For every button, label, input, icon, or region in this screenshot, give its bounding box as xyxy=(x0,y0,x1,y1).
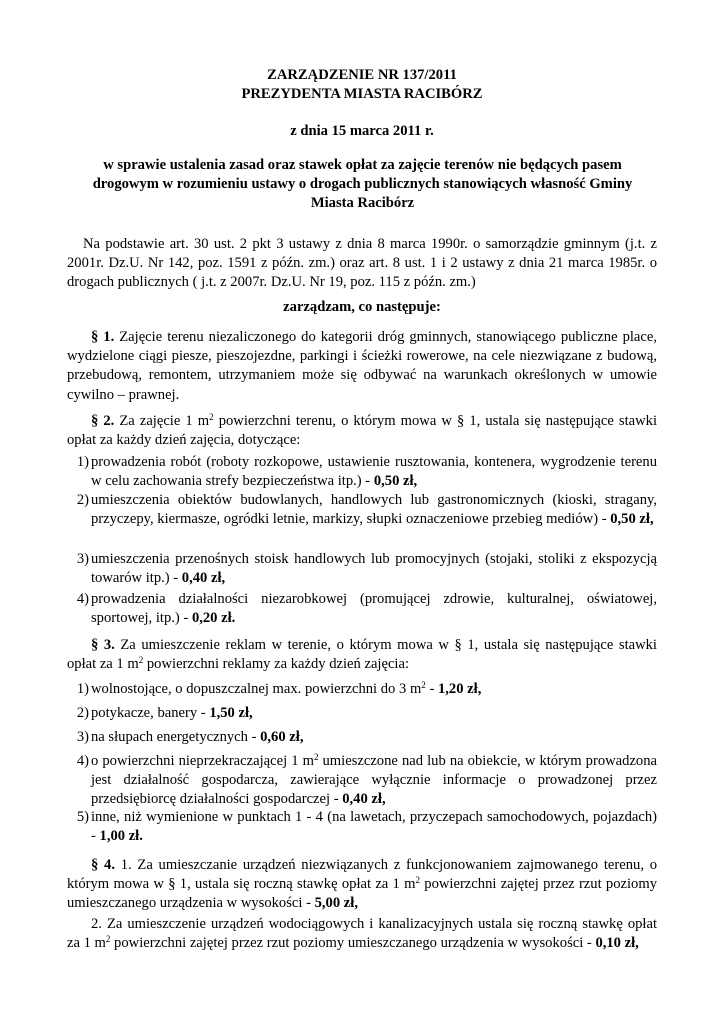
title-line-2: PREZYDENTA MIASTA RACIBÓRZ xyxy=(241,86,483,103)
section-4-paragraph-2: 2. Za umieszczenie urządzeń wodociągowych i kanalizacyjnych ustala się roczną stawkę opłat za 1 $m^2$ powierzchni zajętej przez rzut poziomy umieszczanego urządzenia w wysokości - 0,10 zł, xyxy=(67,916,657,952)
section-3-item: 5) inne, niż wymienione w punktach 1 - 4 (na lawetach, przyczepach samochodowych, pojazdach) - 1,00 zł. xyxy=(76,809,657,845)
rate-value: 0,60 zł, xyxy=(260,729,304,745)
rate-value: 1,00 zł. xyxy=(99,828,143,845)
document-date: z dnia 15 marca 2011 r. xyxy=(290,123,434,139)
rate-value: 0,40 zł, xyxy=(181,570,226,587)
section-2-label: § 2. xyxy=(91,413,115,429)
section-1 xyxy=(67,328,657,405)
rate-value: 0,20 zł. xyxy=(191,610,236,627)
section-4-paragraph-1: § 4. 1. Za umieszczanie urządzeń niezwiązanych z funkcjonowaniem zajmowanego terenu, o którym mowa w § 1, ustala się roczną stawkę opłat za 1 $m^2$ powierzchni zajętej przez rzut poziomy umieszczanego urządzenia w wysokości - 5,00 zł, xyxy=(67,857,657,912)
rate-value: 1,50 zł, xyxy=(209,705,253,721)
section-2-item: 3) umieszczenia przenośnych stoisk handlowych lub promocyjnych (stojaki, stoliki z ekspozycją towarów itp.) - 0,40 zł, xyxy=(76,551,657,587)
section-3-item: 1) wolnostojące, o dopuszczalnej max. powierzchni do 3 $m^2 - 1,20$ zł, xyxy=(76,680,482,697)
section-2-item: 4) prowadzenia działalności niezarobkowej (promującej zdrowie, kulturalnej, oświatowej, sportowej, itp.) - 0,20 zł. xyxy=(76,591,657,627)
preamble: Na podstawie art. 30 ust. 2 pkt 3 ustawy z dnia 8 marca 1990r. o samorządzie gminnym (j.t. z 2001r. Dz.U. Nr 142, poz. 1591 z późn. zm.) oraz art. 8 ust. 1 i 2 ustawy z dnia 21 marca 1985r. o drogach publicznych ( j.t. z 2007r. Dz.U. Nr 19, poz. 115 z późn. zm.) xyxy=(67,236,657,291)
section-2-intro: § 2. Za zajęcie 1 $m^2$ powierzchni terenu, o którym mowa w § 1, ustala się następujące stawki opłat za każdy dzień zajęcia, dotyczące: xyxy=(67,412,657,449)
section-4-label: § 4. xyxy=(91,857,115,873)
document-title xyxy=(67,66,657,104)
section-3-item: 2) potykacze, banery - 1,50 zł, xyxy=(76,705,253,721)
section-3-label: § 3. xyxy=(91,637,115,653)
section-2-item: 2) umieszczenia obiektów budowlanych, handlowych lub gastronomicznych (kioski, stragany, przyczepy, kiermasze, ogródki letnie, markizy, słupki oznaczeniowe przebieg mediów) - 0,50 zł, xyxy=(76,492,657,528)
rate-value: 0,50 zł, xyxy=(610,511,654,528)
decree-statement: zarządzam, co następuje: xyxy=(283,299,441,315)
rate-value: 0,50 zł, xyxy=(373,473,418,490)
section-3-item: 4) o powierzchni nieprzekraczającej 1 $m^2$ umieszczone nad lub na obiekcie, w którym prowadzona jest działalność gospodarcza, zawierające wyłącznie informacje o prowadzonej przez przedsiębiorcę działalności gospodarczej - 0,40 zł, xyxy=(76,752,658,808)
rate-value: 0,10 zł, xyxy=(595,935,639,952)
rate-value: 0,40 zł, xyxy=(342,791,386,808)
section-2-item: 1) prowadzenia robót (roboty rozkopowe, ustawienie rusztowania, kontenera, wygrodzenie terenu w celu zachowania strefy bezpieczeństwa itp.) - 0,50 zł, xyxy=(76,454,657,490)
section-3-intro: § 3. Za umieszczenie reklam w terenie, o którym mowa w § 1, ustala się następujące stawki opłat za 1 $m^2$ powierzchni reklamy za każdy dzień zajęcia: xyxy=(67,637,657,673)
document-subject: w sprawie ustalenia zasad oraz stawek opłat za zajęcie terenów nie będących pasem drogowym w rozumieniu ustawy o drogach publicznych stanowiących własność Gminy Miasta Racibórz xyxy=(92,157,633,212)
section-1-text: Zajęcie terenu niezaliczonego do kategorii dróg gminnych, stanowiącego publiczne place, wydzielone ciągi piesze, pieszojezdne, parkingi i ścieżki rowerowe, na cele niezwiązane z budową, przebudową, remontem, utrzymaniem może się odbywać na warunkach określonych w umowie cywilno – prawnej. xyxy=(67,329,657,403)
rate-value: 5,00 zł, xyxy=(314,895,358,912)
rate-value: 1,20 zł, xyxy=(437,681,482,697)
title-line-1: ZARZĄDZENIE NR 137/2011 xyxy=(267,67,457,83)
section-3-item: 3) na słupach energetycznych - 0,60 zł, xyxy=(76,729,304,745)
section-1-label: § 1. xyxy=(91,329,115,345)
